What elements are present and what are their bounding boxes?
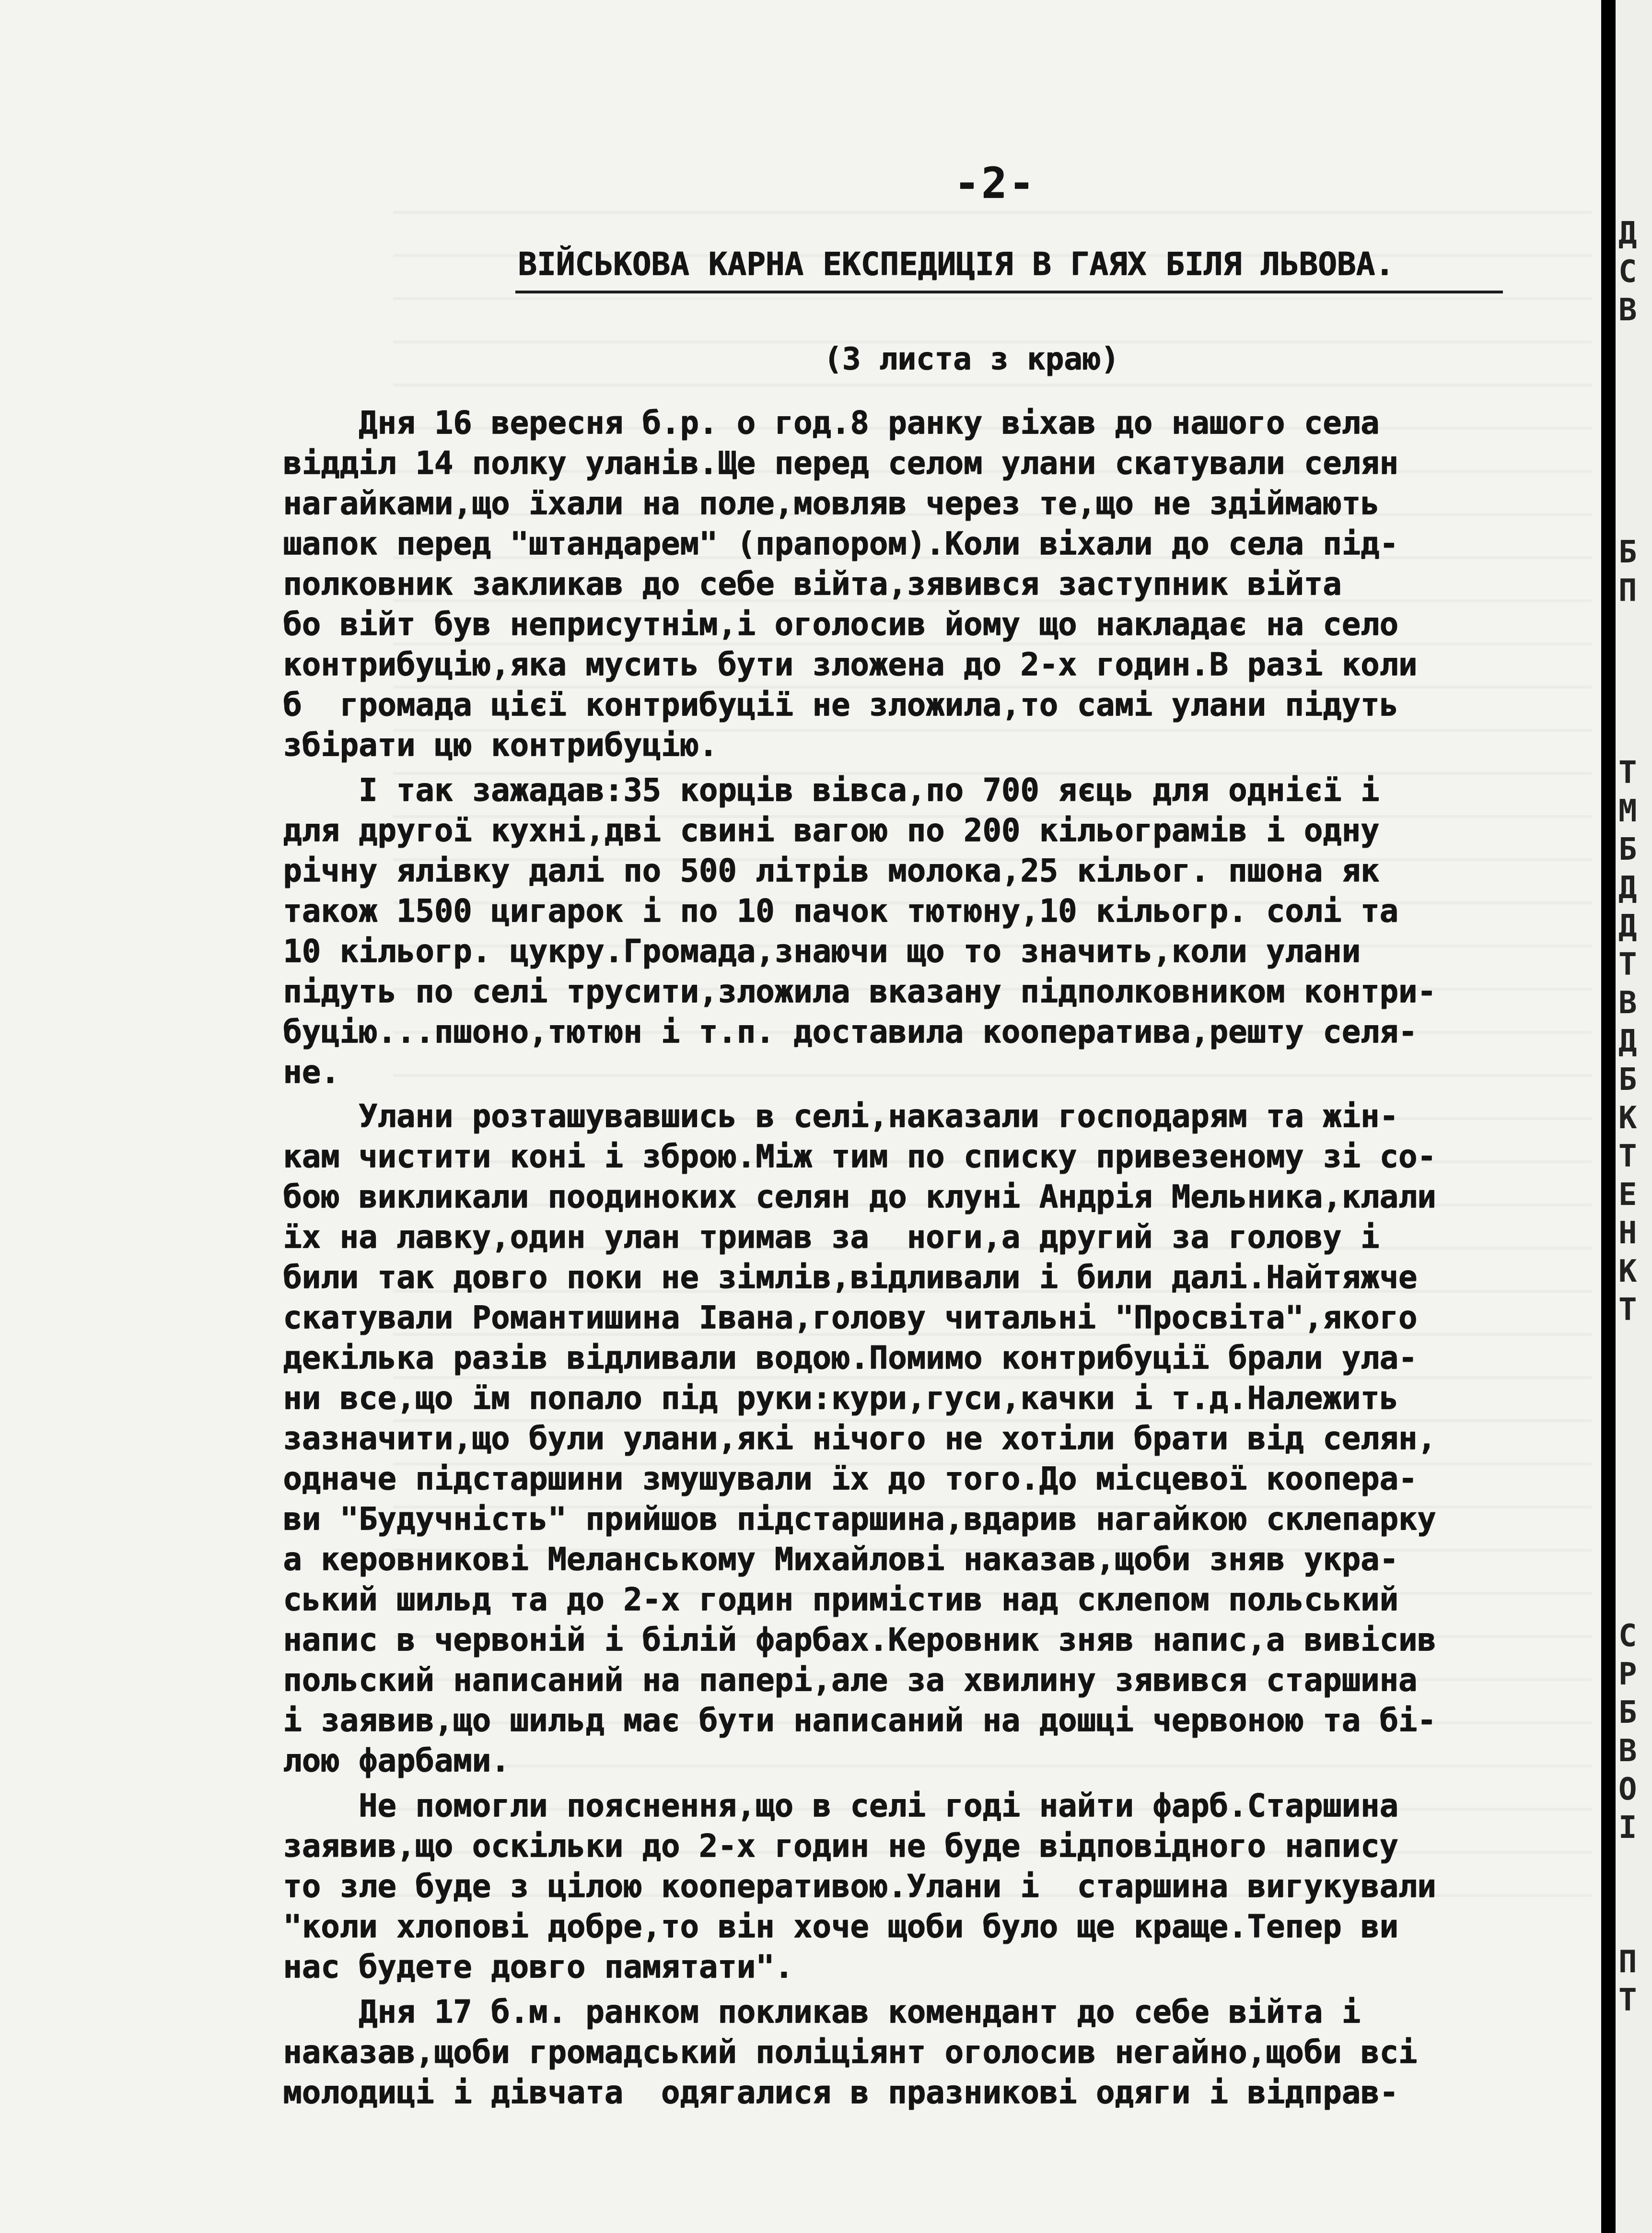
text-line: "коли хлопові добре,то він хоче щоби було ще краще.Тепер ви xyxy=(283,1908,1398,1945)
text-line: заявив,що оскільки до 2-х годин не буде відповідного напису xyxy=(283,1828,1398,1864)
text-line: молодиці і дівчата одягалися в празникові одяги і відправ- xyxy=(283,2074,1398,2111)
text-line: 10 кільогр. цукру.Громада,знаючи що то значить,коли улани xyxy=(283,933,1361,970)
text-line: наказав,щоби громадський поліціянт оголосив негайно,щоби всі xyxy=(283,2034,1418,2070)
text-line: полковник закликав до себе війта,зявився заступник війта xyxy=(283,566,1342,602)
text-line: Не помогли пояснення,що в селі годі найти фарб.Старшина xyxy=(283,1788,1398,1824)
edge-char: В xyxy=(1618,292,1637,328)
adjacent-page-edge xyxy=(1616,0,1652,2233)
text-line: Дня 16 вересня б.р. о год.8 ранку віхав до нашого села xyxy=(283,405,1380,441)
document-subtitle: (З листа з краю) xyxy=(824,341,1119,377)
text-line: контрибуцію,яка мусить бути зложена до 2-х годин.В разі коли xyxy=(283,646,1418,683)
text-line: підуть по селі трусити,зложила вказану підполковником контри- xyxy=(283,973,1436,1010)
text-line: нас будете довго памятати". xyxy=(283,1949,793,1985)
edge-char: Е xyxy=(1618,1177,1637,1213)
text-line: шапок перед "штандарем" (прапором).Коли віхали до села під- xyxy=(283,526,1398,562)
page-number: -2- xyxy=(954,158,1036,208)
edge-char: П xyxy=(1618,1944,1637,1980)
edge-char: Д xyxy=(1618,216,1637,251)
edge-char: В xyxy=(1618,1733,1637,1769)
text-line: буцію...пшоно,тютюн і т.п. доставила кооператива,решту селя- xyxy=(283,1014,1418,1050)
text-line: їх на лавку,один улан тримав за ноги,а другий за голову і xyxy=(283,1219,1380,1255)
text-line: і заявив,що шильд має бути написаний на дошці червоною та бі- xyxy=(283,1702,1436,1739)
text-line: ви "Будучність" прийшов підстаршина,вдарив нагайкою склепарку xyxy=(283,1501,1436,1537)
edge-char: С xyxy=(1618,1618,1637,1654)
text-line: І так зажадав:35 корців вівса,по 700 яєць для однієї і xyxy=(283,772,1380,808)
text-line: одначе підстаршини змушували їх до того.До місцевої коопера- xyxy=(283,1461,1418,1497)
text-line: не. xyxy=(283,1054,340,1090)
text-line: нагайками,що їхали на поле,мовляв через те,що не здіймають xyxy=(283,485,1380,522)
text-line: зазначити,що були улани,які нічого не хотіли брати від селян, xyxy=(283,1420,1436,1457)
text-line: а керовникові Меланському Михайлові наказав,щоби зняв укра- xyxy=(283,1541,1398,1578)
edge-char: Б xyxy=(1618,535,1637,570)
edge-char: Д xyxy=(1618,909,1637,944)
text-line: кам чистити коні і зброю.Між тим по списку привезеному зі со- xyxy=(283,1138,1436,1175)
text-line: декілька разів відливали водою.Помимо контрибуції брали ула- xyxy=(283,1340,1418,1376)
text-line: також 1500 цигарок і по 10 пачок тютюну,10 кільогр. солі та xyxy=(283,893,1398,929)
edge-char: Т xyxy=(1618,1292,1637,1328)
edge-char: Д xyxy=(1618,870,1637,906)
edge-char: В xyxy=(1618,985,1637,1021)
title-underline xyxy=(515,291,1503,293)
text-line: збірати цю контрибуцію. xyxy=(283,727,718,763)
text-line: Улани розташувавшись в селі,наказали господарям та жін- xyxy=(283,1098,1398,1134)
edge-char: М xyxy=(1618,794,1637,829)
edge-char: Б xyxy=(1618,1695,1637,1730)
text-line: відділ 14 полку уланів.Ще перед селом улани скатували селян xyxy=(283,445,1398,481)
text-line: бою викликали поодиноких селян до клуні Андрія Мельника,клали xyxy=(283,1179,1436,1215)
text-line: для другої кухні,дві свині вагою по 200 кільограмів і одну xyxy=(283,812,1380,849)
edge-char: Т xyxy=(1618,1983,1637,2018)
edge-char: Т xyxy=(1618,755,1637,791)
text-line: скатували Романтишина Івана,голову читальні "Просвіта",якого xyxy=(283,1299,1418,1336)
text-line: польский написаний на папері,але за хвилину зявився старшина xyxy=(283,1662,1418,1698)
edge-char: Р xyxy=(1618,1657,1637,1692)
edge-char: Б xyxy=(1618,1062,1637,1098)
text-line: Дня 17 б.м. ранком покликав комендант до себе війта і xyxy=(283,1994,1361,2030)
edge-char: О xyxy=(1618,1772,1637,1807)
edge-char: К xyxy=(1618,1254,1637,1289)
edge-char: Н xyxy=(1618,1216,1637,1251)
edge-char: К xyxy=(1618,1100,1637,1136)
edge-char: С xyxy=(1618,254,1637,290)
edge-char: Д xyxy=(1618,1024,1637,1059)
text-line: напис в червоній і білій фарбах.Керовник зняв напис,а вивісив xyxy=(283,1622,1436,1658)
edge-char: Т xyxy=(1618,1139,1637,1174)
document-title: ВІЙСЬКОВА КАРНА ЕКСПЕДИЦІЯ В ГАЯХ БІЛЯ ЛЬВОВА. xyxy=(518,246,1394,282)
text-line: лою фарбами. xyxy=(283,1742,510,1779)
text-line: то зле буде з цілою кооперативою.Улани і старшина вигукували xyxy=(283,1868,1436,1905)
text-line: били так довго поки не зімлів,відливали і били далі.Найтяжче xyxy=(283,1259,1418,1296)
text-line: річну ялівку далі по 500 літрів молока,25 кільог. пшона як xyxy=(283,853,1380,889)
edge-char: Б xyxy=(1618,832,1637,867)
edge-char: Т xyxy=(1618,947,1637,982)
text-line: бо війт був неприсутнім,і оголосив йому що накладає на село xyxy=(283,606,1398,643)
edge-char: І xyxy=(1618,1810,1637,1846)
text-line: б громада цієї контрибуції не зложила,то самі улани підуть xyxy=(283,687,1398,723)
edge-char: П xyxy=(1618,573,1637,608)
text-line: ни все,що їм попало під руки:кури,гуси,качки і т.д.Належить xyxy=(283,1380,1398,1416)
text-line: ський шильд та до 2-х годин примістив над склепом польський xyxy=(283,1581,1398,1618)
